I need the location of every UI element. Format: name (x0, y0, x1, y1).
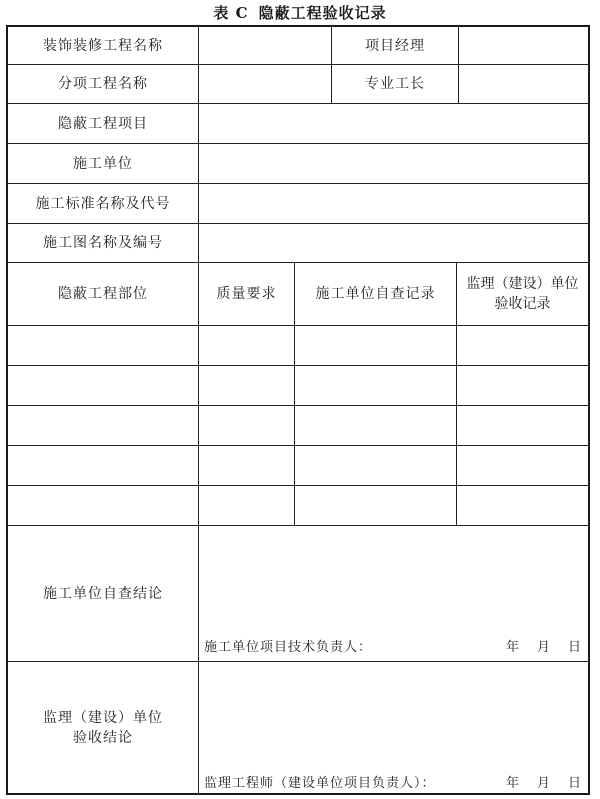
row-2-supervision[interactable] (457, 366, 588, 406)
row-2-quality[interactable] (199, 366, 295, 406)
supervision-conclusion-label-line1: 监理（建设）单位 (43, 709, 163, 726)
column-header-supervision (457, 263, 588, 326)
supervision-signer-label: 监理工程师（建设单位项目负责人）： (204, 776, 436, 791)
supervision-date-year: 年 (506, 776, 520, 791)
acceptance-record-form (6, 25, 590, 795)
drawing-field[interactable] (199, 224, 588, 263)
row-4-part[interactable] (8, 446, 199, 486)
contractor-date-year: 年 (506, 640, 520, 655)
sub-project-field[interactable] (199, 65, 332, 104)
contractor-date-day: 日 (568, 640, 582, 655)
row-3-self-check[interactable] (295, 406, 457, 446)
hidden-item-field[interactable] (199, 104, 588, 144)
form-title-prefix: 表 C (213, 4, 249, 22)
contractor-conclusion-label: 施工单位自查结论 (8, 526, 199, 662)
contractor-sign-date (506, 636, 581, 655)
project-manager-label: 项目经理 (332, 27, 459, 65)
supervision-conclusion-label-line2: 验收结论 (73, 729, 133, 746)
column-header-quality: 质量要求 (199, 263, 295, 326)
project-name-field[interactable] (199, 27, 332, 65)
row-3-quality[interactable] (199, 406, 295, 446)
foreman-field[interactable] (459, 65, 588, 104)
row-4-supervision[interactable] (457, 446, 588, 486)
row-1-quality[interactable] (199, 326, 295, 366)
column-header-self-check: 施工单位自查记录 (295, 263, 457, 326)
row-1-supervision[interactable] (457, 326, 588, 366)
drawing-label: 施工图名称及编号 (8, 224, 199, 263)
supervision-conclusion-label (8, 662, 199, 793)
contractor-date-month: 月 (537, 640, 551, 655)
standard-label: 施工标准名称及代号 (8, 184, 199, 224)
supervision-date-month: 月 (537, 776, 551, 791)
row-5-self-check[interactable] (295, 486, 457, 526)
row-4-quality[interactable] (199, 446, 295, 486)
contractor-field[interactable] (199, 144, 588, 184)
project-name-label: 装饰装修工程名称 (8, 27, 199, 65)
row-5-part[interactable] (8, 486, 199, 526)
contractor-signer-label: 施工单位项目技术负责人： (204, 640, 373, 655)
row-2-part[interactable] (8, 366, 199, 406)
supervision-sign-date (506, 772, 581, 791)
hidden-item-label: 隐蔽工程项目 (8, 104, 199, 144)
sub-project-label: 分项工程名称 (8, 65, 199, 104)
row-2-self-check[interactable] (295, 366, 457, 406)
project-manager-field[interactable] (459, 27, 588, 65)
row-3-part[interactable] (8, 406, 199, 446)
row-5-quality[interactable] (199, 486, 295, 526)
standard-field[interactable] (199, 184, 588, 224)
foreman-label: 专业工长 (332, 65, 459, 104)
supervision-date-day: 日 (568, 776, 582, 791)
column-header-supervision-line2: 验收记录 (494, 296, 551, 312)
row-1-part[interactable] (8, 326, 199, 366)
row-5-supervision[interactable] (457, 486, 588, 526)
form-title (0, 2, 600, 24)
row-3-supervision[interactable] (457, 406, 588, 446)
row-1-self-check[interactable] (295, 326, 457, 366)
column-header-part: 隐蔽工程部位 (8, 263, 199, 326)
form-title-text: 隐蔽工程验收记录 (258, 4, 387, 22)
column-header-supervision-line1: 监理（建设）单位 (466, 276, 579, 292)
row-4-self-check[interactable] (295, 446, 457, 486)
contractor-label: 施工单位 (8, 144, 199, 184)
